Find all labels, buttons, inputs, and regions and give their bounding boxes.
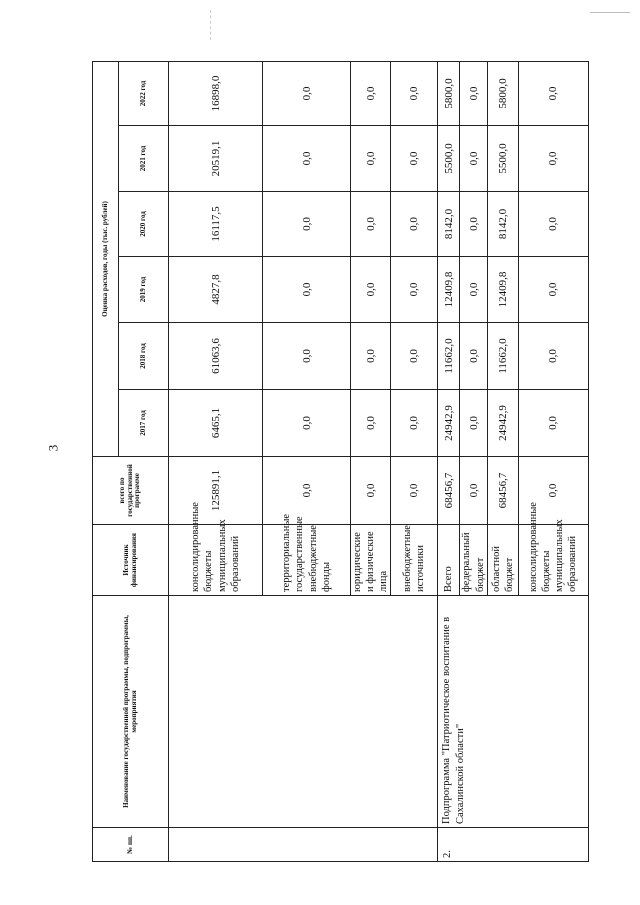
year-value-cell: 0,0 <box>391 390 438 457</box>
year-value-cell: 0,0 <box>351 390 391 457</box>
year-value-cell: 16117,5 <box>169 192 263 257</box>
year-value-cell: 4827,8 <box>169 257 263 323</box>
year-value-cell: 8142,0 <box>487 192 518 257</box>
year-value-cell: 0,0 <box>460 390 487 457</box>
finance-table-frame <box>92 62 584 862</box>
rotated-table-wrapper <box>92 62 584 862</box>
total-cell: 68456,7 <box>487 457 518 525</box>
year-value-cell: 24942,9 <box>487 390 518 457</box>
total-cell: 0,0 <box>460 457 487 525</box>
scan-mark <box>210 10 211 40</box>
year-value-cell: 0,0 <box>460 62 487 126</box>
year-value-cell: 0,0 <box>263 390 351 457</box>
year-value-cell: 0,0 <box>263 323 351 390</box>
year-value-cell: 0,0 <box>518 257 588 323</box>
source-cell: консолидированные бюджеты муниципальных образований <box>169 525 263 596</box>
table-row <box>438 62 460 862</box>
year-value-cell: 11662,0 <box>438 323 460 390</box>
year-value-cell: 0,0 <box>351 257 391 323</box>
scan-mark <box>590 12 630 13</box>
program-name-cell <box>169 596 438 828</box>
year-value-cell: 0,0 <box>263 126 351 192</box>
year-value-cell: 24942,9 <box>438 390 460 457</box>
year-value-cell: 16898,0 <box>169 62 263 126</box>
year-value-cell: 5500,0 <box>487 126 518 192</box>
header-estimate: Оценка расходов, годы (тыс. рублей) <box>93 62 119 457</box>
year-value-cell: 5800,0 <box>438 62 460 126</box>
table-row <box>169 62 263 862</box>
total-cell: 0,0 <box>391 457 438 525</box>
year-value-cell: 0,0 <box>391 62 438 126</box>
year-value-cell: 0,0 <box>391 257 438 323</box>
year-value-cell: 0,0 <box>263 257 351 323</box>
source-cell: федеральный бюджет <box>460 525 487 596</box>
source-cell: консолидированные бюджеты муниципальных образований <box>518 525 588 596</box>
year-value-cell: 0,0 <box>391 323 438 390</box>
row-number-cell <box>169 828 438 862</box>
year-value-cell: 0,0 <box>518 192 588 257</box>
year-value-cell: 0,0 <box>518 323 588 390</box>
total-cell: 125891,1 <box>169 457 263 525</box>
year-value-cell: 0,0 <box>518 62 588 126</box>
year-value-cell: 0,0 <box>460 126 487 192</box>
header-year: 2019 год <box>119 257 169 323</box>
finance-table <box>92 61 589 862</box>
year-value-cell: 5500,0 <box>438 126 460 192</box>
total-cell: 0,0 <box>263 457 351 525</box>
header-year: 2021 год <box>119 126 169 192</box>
year-value-cell: 61063,6 <box>169 323 263 390</box>
program-name-cell: Подпрограмма "Патриотическое воспитание в Сахалинской области" <box>438 596 588 828</box>
header-year: 2020 год <box>119 192 169 257</box>
row-number-cell: 2. <box>438 828 588 862</box>
year-value-cell: 0,0 <box>263 62 351 126</box>
total-cell: 68456,7 <box>438 457 460 525</box>
year-value-cell: 0,0 <box>460 257 487 323</box>
header-no: № пп. <box>93 828 169 862</box>
source-cell: юридические и физические лица <box>351 525 391 596</box>
header-year: 2022 год <box>119 62 169 126</box>
year-value-cell: 5800,0 <box>487 62 518 126</box>
year-value-cell: 12409,8 <box>438 257 460 323</box>
header-total: всего по государственной программе <box>93 457 169 525</box>
year-value-cell: 0,0 <box>518 390 588 457</box>
total-cell: 0,0 <box>518 457 588 525</box>
year-value-cell: 0,0 <box>263 192 351 257</box>
source-cell: Всего <box>438 525 460 596</box>
header-name: Наименование государственной программы, подпрограммы, мероприятия <box>93 596 169 828</box>
year-value-cell: 12409,8 <box>487 257 518 323</box>
source-cell: внебюджетные источники <box>391 525 438 596</box>
year-value-cell: 11662,0 <box>487 323 518 390</box>
year-value-cell: 0,0 <box>351 323 391 390</box>
header-year: 2017 год <box>119 390 169 457</box>
year-value-cell: 0,0 <box>391 192 438 257</box>
year-value-cell: 8142,0 <box>438 192 460 257</box>
year-value-cell: 20519,1 <box>169 126 263 192</box>
source-cell: областной бюджет <box>487 525 518 596</box>
year-value-cell: 0,0 <box>518 126 588 192</box>
year-value-cell: 0,0 <box>391 126 438 192</box>
source-cell: территориальные государственные внебюджетные фонды <box>263 525 351 596</box>
year-value-cell: 0,0 <box>351 192 391 257</box>
year-value-cell: 0,0 <box>460 192 487 257</box>
page-number: 3 <box>45 444 61 452</box>
year-value-cell: 0,0 <box>351 62 391 126</box>
total-cell: 0,0 <box>351 457 391 525</box>
year-value-cell: 0,0 <box>460 323 487 390</box>
header-source: Источник финансирования <box>93 525 169 596</box>
year-value-cell: 6465,1 <box>169 390 263 457</box>
year-value-cell: 0,0 <box>351 126 391 192</box>
header-year: 2018 год <box>119 323 169 390</box>
